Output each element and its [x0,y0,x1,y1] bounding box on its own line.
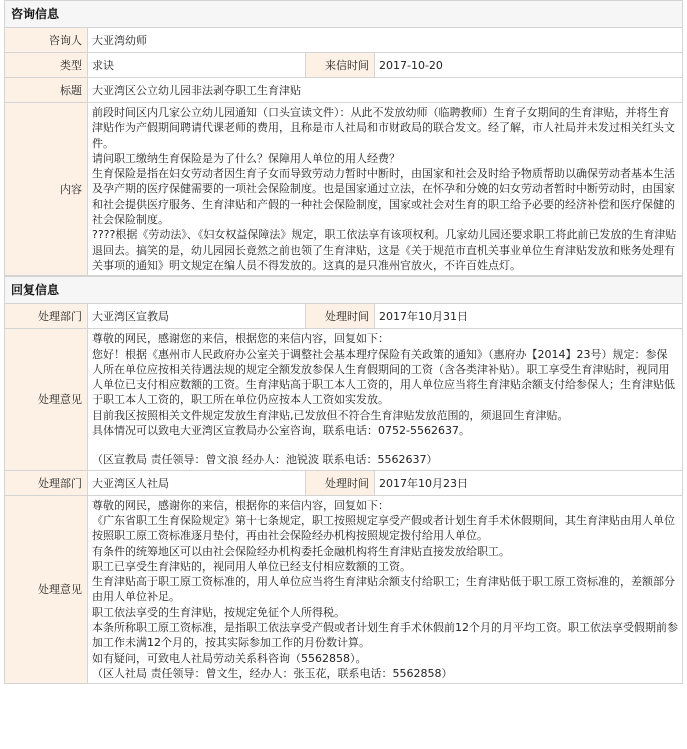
asker-label: 咨询人 [5,28,88,53]
opinion-line: 尊敬的网民，感谢你的来信，根据你的来信内容，回复如下： [92,498,389,512]
reply-1-meta-row [5,304,683,329]
content-body [88,103,683,276]
reply-2-meta-row [5,470,683,495]
opinion-label: 处理意见 [5,495,88,684]
reply-table [4,303,683,684]
asker-value: 大亚湾幼师 [88,28,683,53]
opinion-line: 您好！根据《惠州市人民政府办公室关于调整社会基本理疗保险有关政策的通知》（惠府办【2014】23号）规定：参保人所在单位应按相关待遇法规的规定全额发放参保人生育假期间的工资（含各类津补贴）。职工享受生育津贴时，视同用人单位已支付相应数额的工资。生育津贴高于职工本人工资的，用人单位应当将生育津贴余额支付给参保人；生育津贴低于职工本人工资的，职工所在单位仍应按本人工资如实发放。 [92,347,675,407]
blank-line [92,438,678,452]
type-row [5,53,683,78]
dept-label: 处理部门 [5,470,88,495]
opinion-line: 本条所称职工原工资标准，是指职工依法享受产假或者计划生育手术休假前12个月的月平均工资。职工依法享受假期前参加工作未满12个月的，按其实际参加工作的月份数计算。 [92,621,678,650]
content-label: 内容 [5,103,88,276]
type-label: 类型 [5,53,88,78]
time-label: 处理时间 [306,304,375,329]
content-paragraph: 生育保险是指在妇女劳动者因生育子女而导致劳动力暂时中断时，由国家和社会及时给予物质帮助以确保劳动者基本生活及孕产期的医疗保健需要的一项社会保险制度。也是国家通过立法，在怀孕和分娩的妇女劳动者暂时中断劳动时，由国家和社会提供医疗服务、生育津贴和产假的一种社会保险制度，国家或社会对生育的职工给予必要的经济补偿和医疗保健的社会保险制度。 [92,167,675,227]
reply-1-opinion-row [5,329,683,470]
consult-section-header: 咨询信息 [4,0,683,27]
date-label: 来信时间 [306,53,375,78]
title-row [5,78,683,103]
opinion-line: （区宣教局 责任领导：曾文浪 经办人：池锐波 联系电话：5562637） [92,453,438,467]
opinion-line: 尊敬的网民，感谢您的来信，根据您的来信内容，回复如下： [92,332,389,346]
opinion-label: 处理意见 [5,329,88,470]
title-label: 标题 [5,78,88,103]
type-value: 求诀 [88,53,306,78]
date-value: 2017-10-20 [375,53,683,78]
opinion-body [88,495,683,684]
content-row [5,103,683,276]
opinion-body [88,329,683,470]
letter-frame [4,0,683,684]
opinion-line: 职工已享受生育津贴的，视同用人单位已经支付相应数额的工资。 [92,559,411,573]
reply-2-opinion-row [5,495,683,684]
time-value: 2017年10月23日 [375,470,683,495]
dept-label: 处理部门 [5,304,88,329]
reply-section-header: 回复信息 [4,276,683,303]
time-label: 处理时间 [306,470,375,495]
asker-row [5,28,683,53]
opinion-line: 如有疑问，可致电人社局劳动关系科咨询（5562858）。 [92,651,367,665]
opinion-line: 目前我区按照相关文件规定发放生育津贴,已发放但不符合生育津贴发放范围的，须退回生育津贴。 [92,408,569,422]
time-value: 2017年10月31日 [375,304,683,329]
content-paragraph: 请问职工缴纳生育保险是为了什么？保障用人单位的用人经费？ [92,151,400,165]
opinion-line: 生育津贴高于职工原工资标准的，用人单位应当将生育津贴余额支付给职工；生育津贴低于职工原工资标准的，差额部分由用人单位补足。 [92,575,675,604]
content-paragraph: 前段时间区内几家公立幼儿园通知（口头宣读文件）：从此不发放幼师（临聘教师）生育子女期间的生育津贴，并将生育津贴作为产假期间聘请代课老师的费用，且称是市人社局和市财政局的联合发文。经了解，市人社局并未发过相关红头文件。 [92,106,675,150]
opinion-line: 有条件的统筹地区可以由社会保险经办机构委托金融机构将生育津贴直接发放给职工。 [92,544,510,558]
dept-value: 大亚湾区宣教局 [88,304,306,329]
opinion-line: 《广东省职工生育保险规定》第十七条规定，职工按照规定享受产假或者计划生育手术休假期间，其生育津贴由用人单位按照职工原工资标准逐月垫付，再由社会保险经办机构按照规定拨付给用人单位。 [92,513,675,543]
content-paragraph: ????根据《劳动法》、《妇女权益保障法》规定，职工依法享有该项权利。几家幼儿园还要求职工将此前已发放的生育津贴退回去。搞笑的是，幼儿园园长竟然之前也领了生育津贴，这是《关于规范市直机关事业单位生育津贴发放和账务处理有关事项的通知》明文规定在编人员不得发放的。这真的是只准州官放火，不许百姓点灯。 [92,228,677,272]
title-value: 大亚湾区公立幼儿园非法剥夺职工生育津贴 [88,78,683,103]
opinion-line: 职工依法享受的生育津贴，按规定免征个人所得税。 [92,605,345,619]
opinion-line: 具体情况可以致电大亚湾区宣教局办公室咨询，联系电话：0752-5562637。 [92,424,470,438]
dept-value: 大亚湾区人社局 [88,470,306,495]
opinion-line: （区人社局 责任领导：曾文生，经办人：张玉花，联系电话：5562858） [92,666,453,680]
consult-table [4,27,683,276]
